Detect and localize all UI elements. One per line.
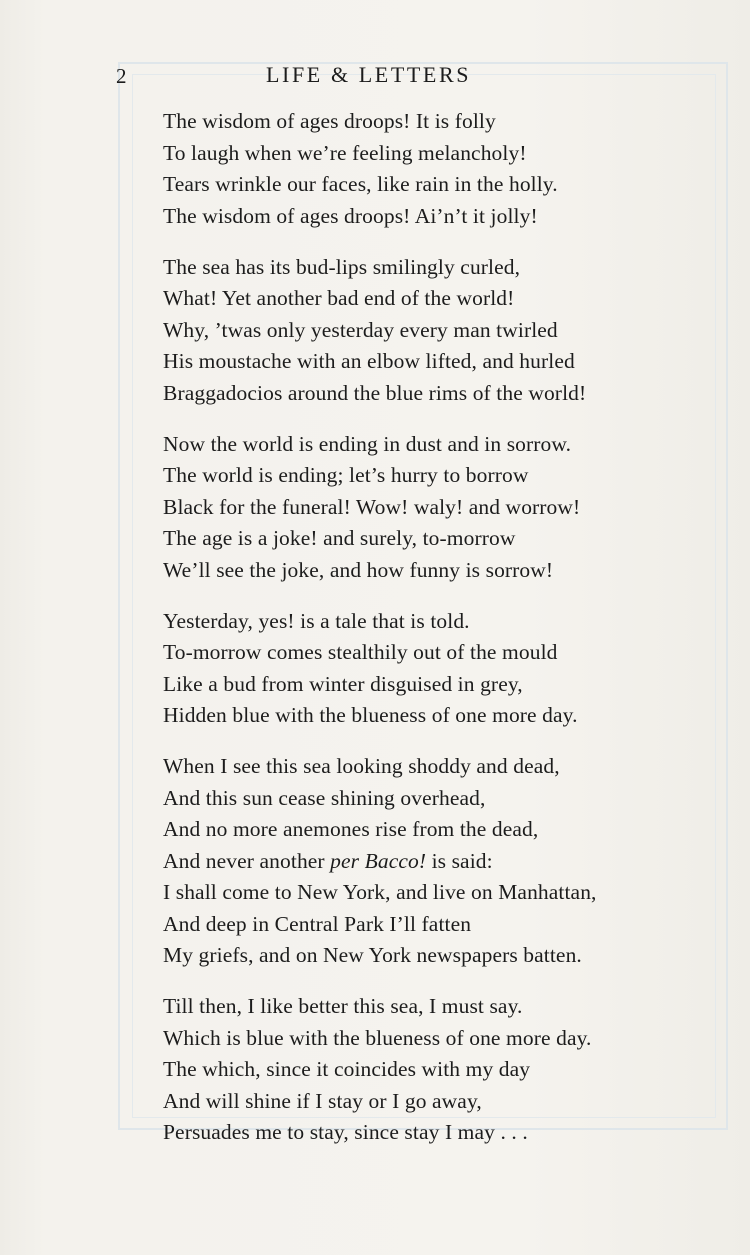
stanza-6 (163, 991, 748, 1149)
poem-line: What! Yet another bad end of the world! (163, 286, 515, 310)
poem-line: And deep in Central Park I’ll fatten (163, 911, 472, 936)
poem-line: Tears wrinkle our faces, like rain in the holly. (163, 172, 558, 196)
poem-line: The wisdom of ages droops! It is folly (163, 109, 496, 133)
poem-line: The age is a joke! and surely, to-morrow (163, 526, 516, 550)
poem-line: Till then, I like better this sea, I must say. (163, 994, 523, 1018)
poem-line: And no more anemones rise from the dead, (163, 817, 539, 841)
page-number: 2 (116, 64, 128, 88)
poem-line: The sea has its bud-lips smilingly curled, (163, 254, 521, 279)
poem-line: Braggadocios around the blue rims of the world! (163, 380, 587, 405)
poem-line: To laugh when we’re feeling melancholy! (163, 140, 527, 165)
poem-line: The world is ending; let’s hurry to borrow (163, 463, 529, 487)
poem-line: Hidden blue with the blueness of one more day. (163, 703, 578, 727)
poem-line: Like a bud from winter disguised in grey, (163, 671, 523, 696)
poem-line: To-morrow comes stealthily out of the mould (163, 640, 558, 664)
poem-line: Why, ’twas only yesterday every man twirled (163, 317, 558, 342)
poem-line-with-italic (163, 846, 748, 878)
poem-line: And will shine if I stay or I go away, (163, 1088, 482, 1113)
poem-line: Which is blue with the blueness of one more day. (163, 1025, 592, 1050)
page-header (0, 60, 750, 90)
stanza-3 (163, 429, 748, 587)
poem (163, 106, 748, 1168)
poem-line: His moustache with an elbow lifted, and hurled (163, 349, 575, 373)
stanza-4 (163, 606, 748, 732)
poem-line: Persuades me to stay, since stay I may . . . (163, 1120, 528, 1144)
running-title: LIFE & LETTERS (266, 62, 472, 87)
stanza-1 (163, 106, 748, 232)
line-text: And never another (163, 848, 331, 873)
poem-line: I shall come to New York, and live on Manhattan, (163, 880, 597, 904)
stanza-2 (163, 252, 748, 410)
italic-phrase: per Bacco! (330, 848, 427, 873)
poem-line: The wisdom of ages droops! Ai’n’t it jolly! (163, 203, 538, 228)
poem-line: The which, since it coincides with my day (163, 1057, 531, 1081)
line-text-suffix: is said: (426, 848, 493, 873)
poem-line: We’ll see the joke, and how funny is sorrow! (163, 557, 554, 582)
poem-line: Now the world is ending in dust and in sorrow. (163, 431, 572, 456)
stanza-5 (163, 751, 748, 972)
poem-line: Black for the funeral! Wow! waly! and worrow! (163, 494, 581, 519)
poem-line: When I see this sea looking shoddy and dead, (163, 754, 560, 778)
poem-line: My griefs, and on New York newspapers batten. (163, 943, 582, 967)
poem-line: And this sun cease shining overhead, (163, 785, 486, 810)
poem-line: Yesterday, yes! is a tale that is told. (163, 608, 470, 633)
